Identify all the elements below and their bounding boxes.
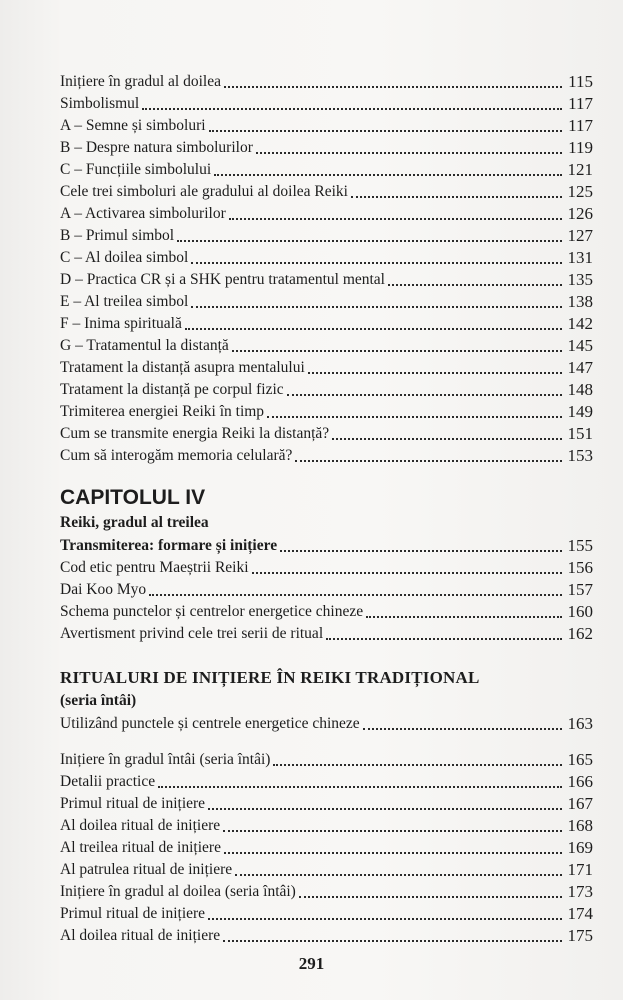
leader-dots [223,829,562,832]
toc-entry[interactable] [60,202,593,224]
section-heading: RITUALURI DE INIȚIERE ÎN REIKI TRADIȚIONAL [60,668,480,687]
toc-entry-page: 155 [567,536,593,555]
toc-entry[interactable] [60,556,593,578]
toc-entry-title: Inițiere în gradul al doilea (seria întâi) [60,883,296,900]
toc-entry-page: 142 [567,314,593,333]
leader-dots [191,261,562,264]
toc-entry[interactable] [60,534,593,556]
toc-entry-page: 131 [567,248,593,267]
toc-entry-page: 174 [567,904,593,923]
toc-entry-title: Al doilea ritual de inițiere [60,817,221,834]
toc-entry-title: Cele trei simboluri ale gradului al doilea Reiki [60,183,348,200]
toc-group-grade3 [60,534,593,644]
leader-dots [224,85,562,88]
leader-dots [177,239,562,242]
toc-entry-title: Avertisment privind cele trei serii de ritual [60,625,324,642]
toc-entry-page: 156 [567,558,593,577]
toc-entry-page: 157 [567,580,593,599]
toc-entry[interactable] [60,578,593,600]
leader-dots [252,571,562,574]
leader-dots [232,349,562,352]
leader-dots [235,873,562,876]
toc-entry[interactable] [60,444,593,466]
toc-entry[interactable] [60,180,593,202]
leader-dots [280,549,562,552]
section-subtitle: (seria întâi) [60,692,137,709]
toc-entry-title: E – Al treilea simbol [60,293,189,310]
toc-entry-title: A – Activarea simbolurilor [60,205,226,222]
toc-entry-page: 162 [567,624,593,643]
toc-entry-title: A – Semne și simboluri [60,117,206,134]
toc-entry-title: F – Inima spirituală [60,315,182,332]
leader-dots [158,785,562,788]
leader-dots [229,217,562,220]
toc-entry-page: 165 [567,750,593,769]
toc-entry-title: Simbolismul [60,95,140,112]
toc-entry-title: Cum se transmite energia Reiki la distanță? [60,425,330,442]
toc-entry-page: 166 [567,772,593,791]
toc-entry-title: Transmiterea: formare și inițiere [60,537,278,554]
toc-entry-page: 135 [567,270,593,289]
toc-entry-page: 175 [567,926,593,945]
toc-entry-page: 167 [567,794,593,813]
leader-dots [214,173,562,176]
toc-entry[interactable] [60,600,593,622]
toc-entry-title: Schema punctelor și centrelor energetice chineze [60,603,364,620]
toc-entry-title: B – Despre natura simbolurilor [60,139,253,156]
leader-dots [256,151,562,154]
toc-entry-page: 147 [567,358,593,377]
toc-entry[interactable] [60,136,593,158]
toc-entry[interactable] [60,246,593,268]
toc-entry-title: Dai Koo Myo [60,581,147,598]
toc-entry[interactable] [60,770,593,792]
toc-entry-title: Detalii practice [60,773,156,790]
toc-entry[interactable] [60,92,593,114]
toc-entry-title: Cod etic pentru Maeștrii Reiki [60,559,249,576]
leader-dots [299,895,562,898]
toc-entry-title: Primul ritual de inițiere [60,905,206,922]
spacer [60,734,593,748]
toc-entry[interactable] [60,378,593,400]
toc-entry-page: 153 [567,446,593,465]
toc-entry[interactable] [60,748,593,770]
leader-dots [267,415,562,418]
toc-entry-title: Inițiere în gradul al doilea [60,73,221,90]
toc-entry[interactable] [60,902,593,924]
leader-dots [295,459,562,462]
leader-dots [208,917,562,920]
toc-entry-page: 163 [567,714,593,733]
chapter-heading: CAPITOLUL IV [60,486,206,509]
toc-entry[interactable] [60,70,593,92]
toc-entry-title: Al doilea ritual de inițiere [60,927,221,944]
toc-entry[interactable] [60,400,593,422]
toc-entry-page: 117 [568,94,593,113]
toc-entry-page: 125 [567,182,593,201]
toc-entry-title: C – Funcțiile simbolului [60,161,212,178]
toc-entry[interactable] [60,312,593,334]
leader-dots [142,107,562,110]
toc-entry-page: 126 [567,204,593,223]
toc-entry-title: Tratament la distanță pe corpul fizic [60,381,284,398]
toc-entry-title: G – Tratamentul la distanță [60,337,229,354]
toc-entry-page: 119 [568,138,593,157]
leader-dots [388,283,562,286]
toc-entry-title: Al patrulea ritual de inițiere [60,861,233,878]
toc-entry-page: 171 [567,860,593,879]
toc-entry-page: 173 [567,882,593,901]
toc-entry-title: D – Practica CR și a SHK pentru tratamentul mental [60,271,385,288]
leader-dots [363,727,562,730]
leader-dots [209,129,562,132]
leader-dots [273,763,562,766]
toc-entry-page: 160 [567,602,593,621]
leader-dots [208,807,562,810]
leader-dots [366,615,562,618]
toc-entry-title: Primul ritual de inițiere [60,795,206,812]
table-of-contents [60,70,593,946]
toc-entry[interactable] [60,792,593,814]
toc-entry-title: Al treilea ritual de inițiere [60,839,221,856]
toc-entry[interactable] [60,712,593,734]
toc-entry-page: 148 [567,380,593,399]
toc-group-rituals [60,748,593,946]
page-number: 291 [298,954,325,973]
toc-entry[interactable] [60,224,593,246]
toc-entry-page: 127 [567,226,593,245]
toc-group-grade2 [60,70,593,466]
toc-entry[interactable] [60,114,593,136]
toc-entry[interactable] [60,158,593,180]
toc-entry[interactable] [60,622,593,644]
leader-dots [326,637,562,640]
toc-entry-title: Tratament la distanță asupra mentalului [60,359,305,376]
leader-dots [185,327,562,330]
toc-entry-page: 121 [567,160,593,179]
toc-entry[interactable] [60,290,593,312]
toc-entry[interactable] [60,858,593,880]
toc-entry-page: 145 [567,336,593,355]
toc-entry[interactable] [60,836,593,858]
toc-entry-page: 168 [567,816,593,835]
toc-entry[interactable] [60,880,593,902]
toc-entry-page: 149 [567,402,593,421]
toc-entry-page: 138 [567,292,593,311]
toc-entry-page: 115 [568,72,593,91]
toc-entry[interactable] [60,356,593,378]
toc-entry-title: Inițiere în gradul întâi (seria întâi) [60,751,271,768]
leader-dots [149,593,562,596]
leader-dots [287,393,562,396]
toc-entry[interactable] [60,422,593,444]
toc-entry-title: B – Primul simbol [60,227,175,244]
chapter-subtitle: Reiki, gradul al treilea [60,514,209,531]
leader-dots [332,437,562,440]
toc-entry[interactable] [60,334,593,356]
toc-entry-title: Utilizând punctele și centrele energetice chineze [60,715,360,732]
toc-entry-page: 169 [567,838,593,857]
leader-dots [351,195,562,198]
toc-entry-page: 117 [568,116,593,135]
toc-entry-title: Cum să interogăm memoria celulară? [60,447,293,464]
toc-entry-page: 151 [567,424,593,443]
leader-dots [191,305,562,308]
toc-entry[interactable] [60,814,593,836]
leader-dots [223,939,562,942]
leader-dots [224,851,562,854]
leader-dots [308,371,562,374]
toc-entry[interactable] [60,268,593,290]
toc-entry[interactable] [60,924,593,946]
toc-entry-title: Trimiterea energiei Reiki în timp [60,403,265,420]
toc-entry-title: C – Al doilea simbol [60,249,189,266]
